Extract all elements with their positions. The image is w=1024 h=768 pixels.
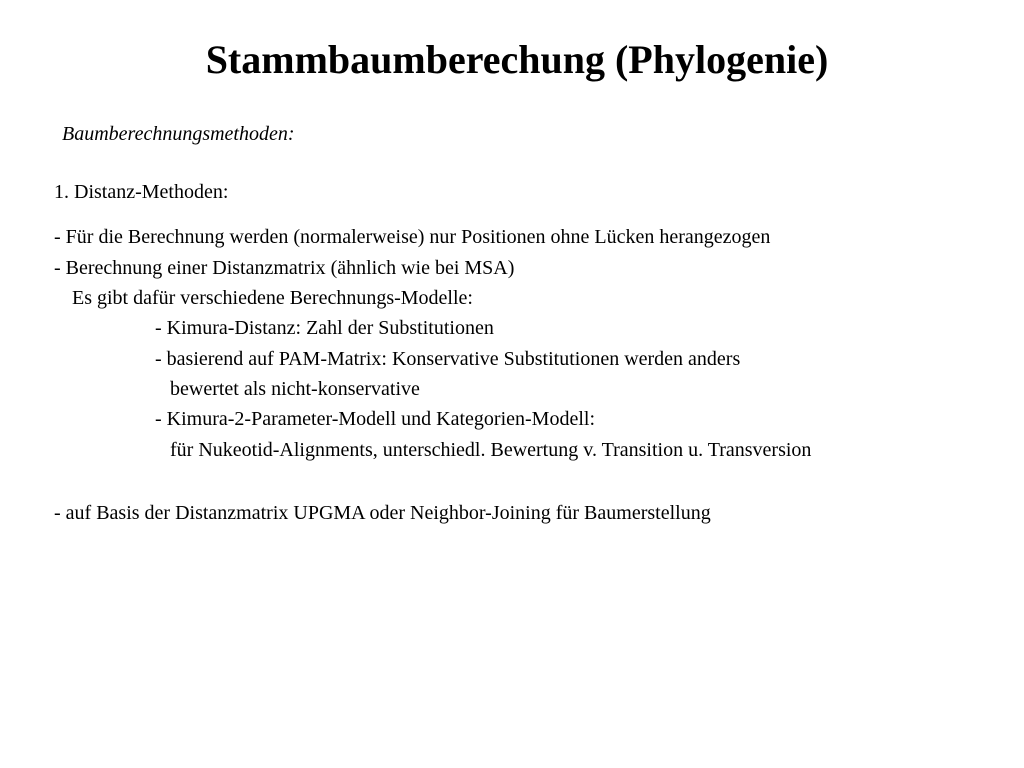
section-heading: 1. Distanz-Methoden: (54, 181, 229, 203)
continuation-line: bewertet als nicht-konservative (170, 378, 420, 400)
continuation-line: für Nukeotid-Alignments, unterschiedl. Bewertung v. Transition u. Transversion (170, 439, 812, 461)
text-line: Es gibt dafür verschiedene Berechnungs-Modelle: (72, 287, 473, 309)
sub-bullet-line: - Kimura-2-Parameter-Modell und Kategorien-Modell: (155, 408, 596, 430)
bullet-line: - auf Basis der Distanzmatrix UPGMA oder Neighbor-Joining für Baumerstellung (54, 502, 711, 524)
bullet-line: - Berechnung einer Distanzmatrix (ähnlich wie bei MSA) (54, 257, 515, 279)
sub-bullet-line: - basierend auf PAM-Matrix: Konservative Substitutionen werden anders (155, 348, 741, 370)
slide-title: Stammbaumberechung (Phylogenie) (205, 37, 829, 82)
slide-subtitle: Baumberechnungsmethoden: (62, 123, 295, 145)
bullet-line: - Für die Berechnung werden (normalerweise) nur Positionen ohne Lücken herangezogen (54, 226, 771, 248)
sub-bullet-line: - Kimura-Distanz: Zahl der Substitutionen (155, 317, 494, 339)
